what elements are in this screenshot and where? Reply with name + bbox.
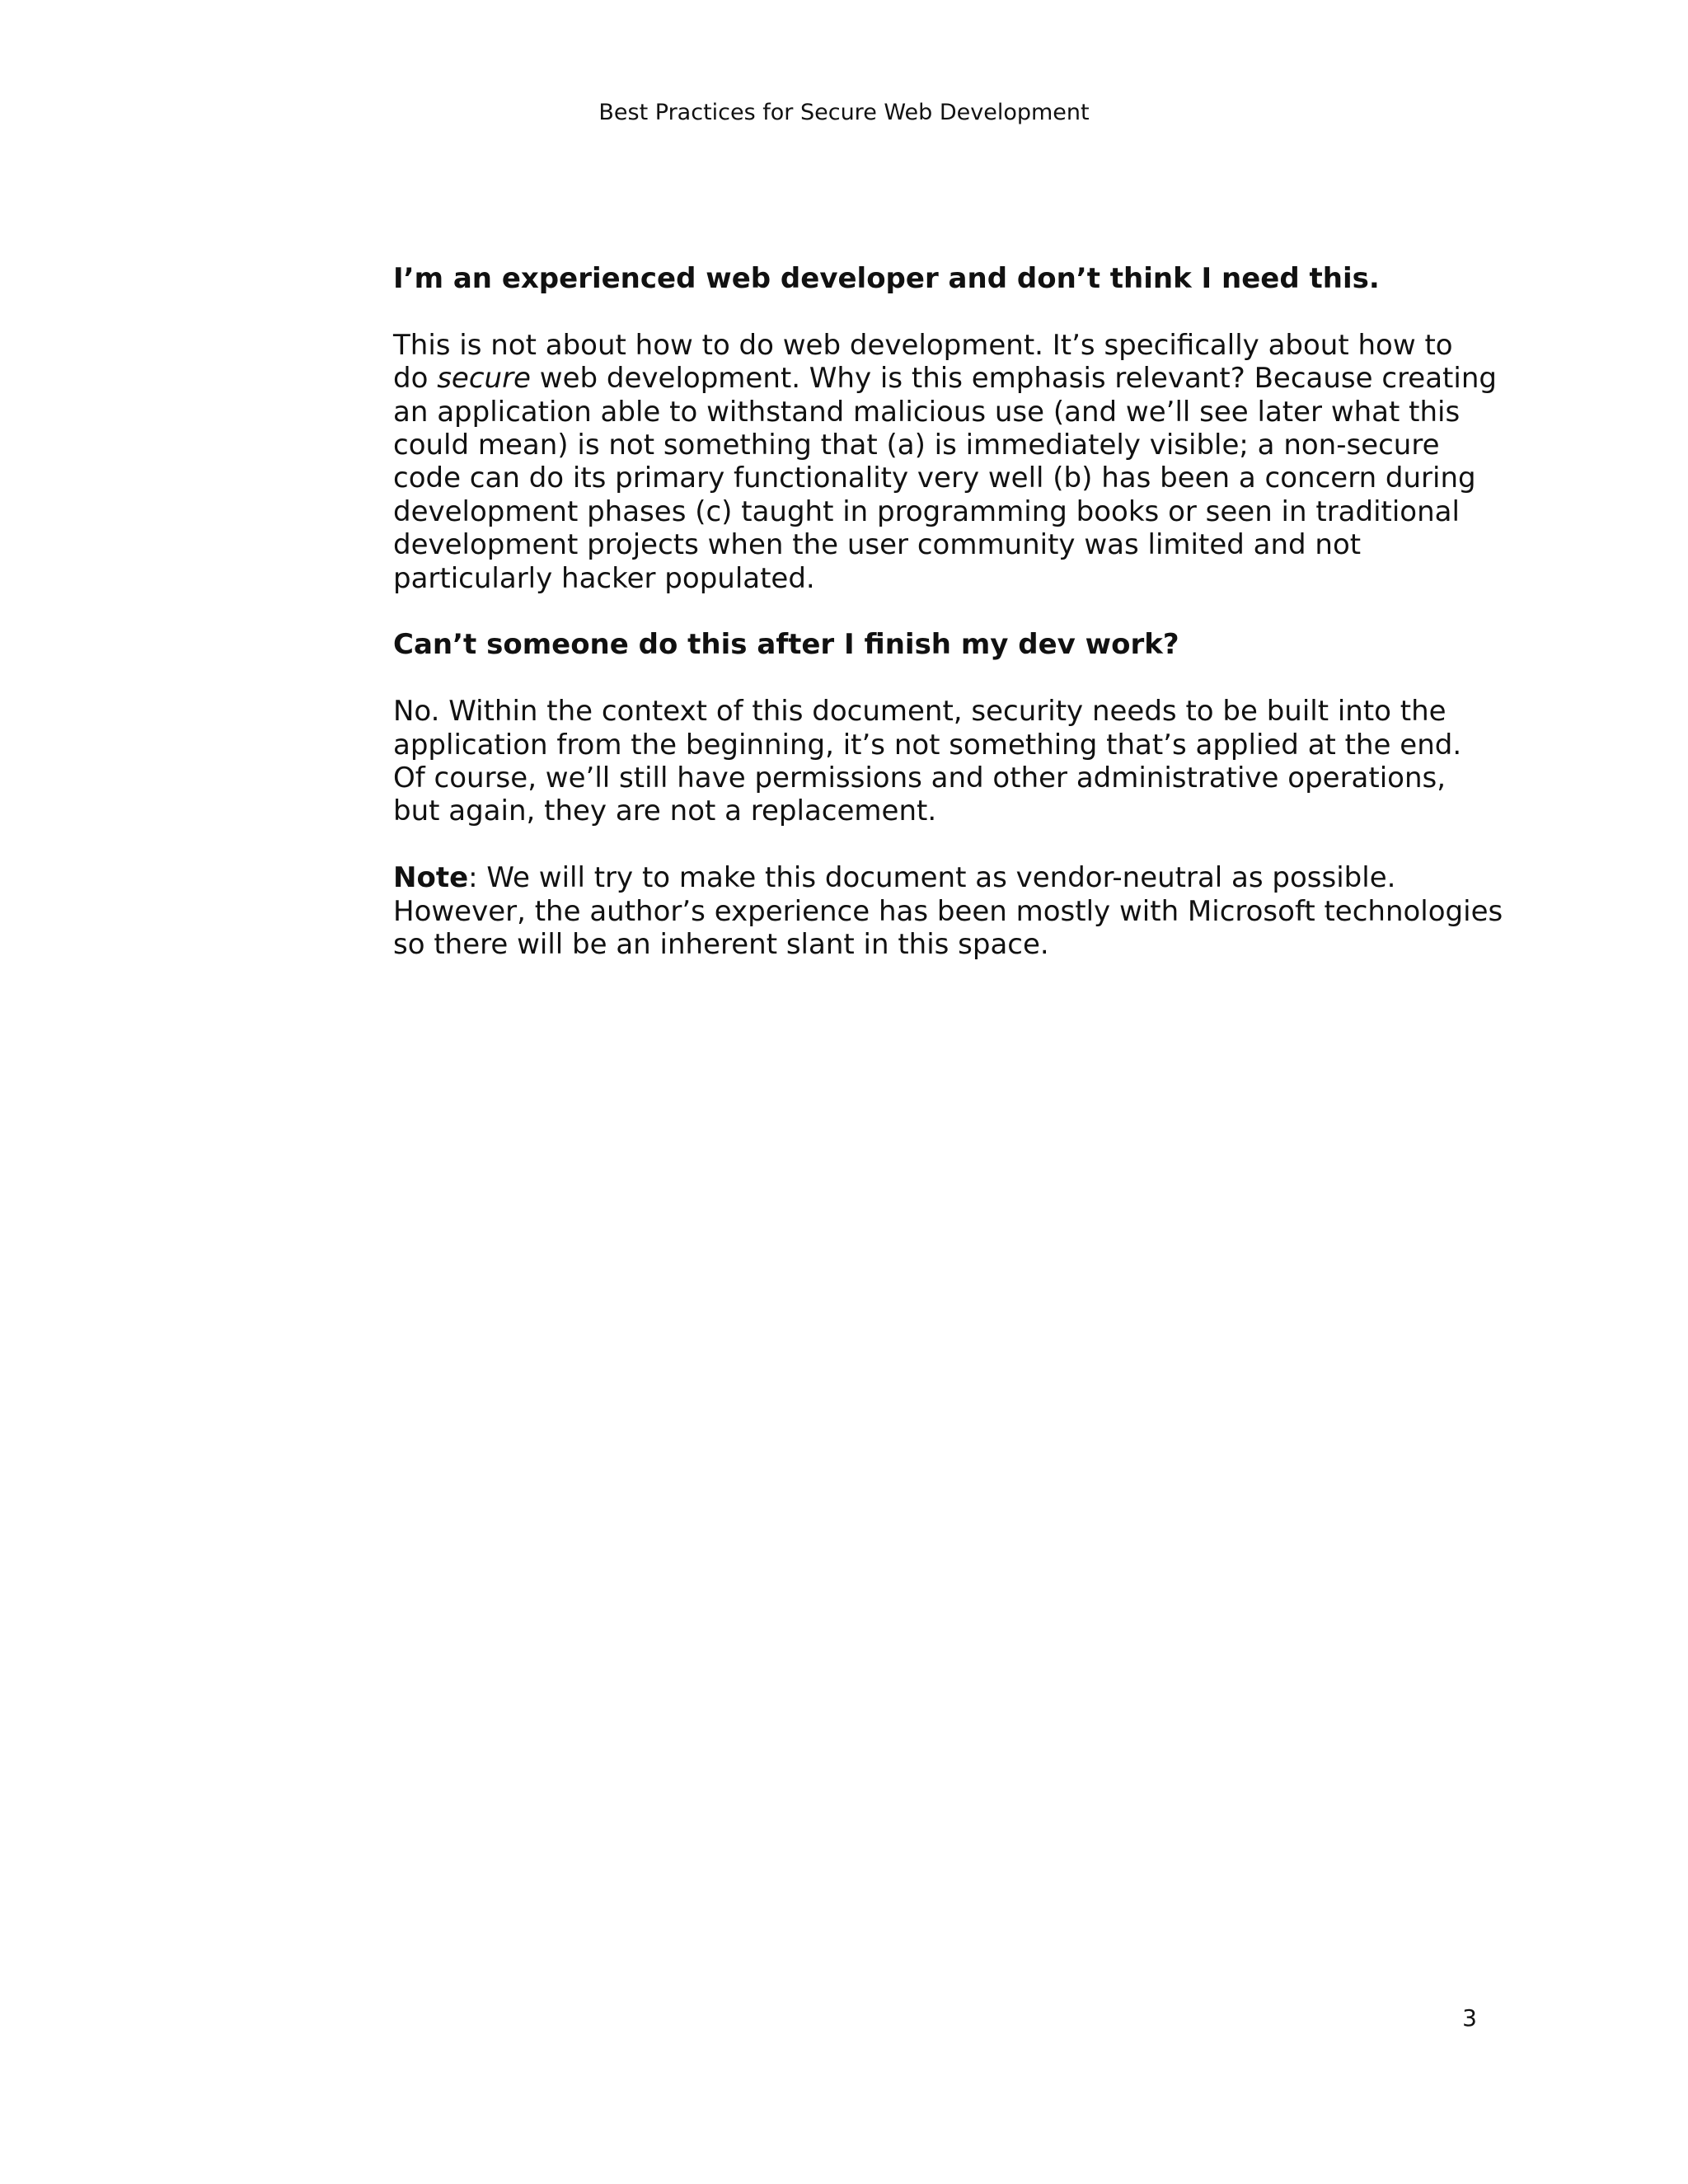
paragraph-line: However, the author’s experience has been mostly with Microsoft technologies — [393, 894, 1503, 928]
page-number: 3 — [1462, 2004, 1477, 2032]
emphasis-secure: secure — [437, 362, 531, 396]
running-header: Best Practices for Secure Web Development — [598, 100, 1090, 125]
text-run: : We will try to make this document as vendor-neutral as possible. — [468, 861, 1396, 895]
paragraph-line — [393, 861, 1489, 894]
paragraph-line: application from the beginning, it’s not something that’s applied at the end. — [393, 728, 1462, 762]
paragraph-line: an application able to withstand malicious use (and we’ll see later what this — [393, 395, 1461, 429]
paragraph-after-dev — [393, 695, 1489, 828]
note-paragraph — [393, 861, 1503, 962]
paragraph-line: code can do its primary functionality very well (b) has been a concern during — [393, 462, 1476, 495]
paragraph-line: particularly hacker populated. — [393, 561, 815, 595]
paragraph-line: development projects when the user community was limited and not — [393, 528, 1362, 562]
paragraph-line: but again, they are not a replacement. — [393, 794, 937, 828]
section-heading-after-dev: Can’t someone do this after I finish my dev work? — [393, 628, 1179, 662]
paragraph-line: could mean) is not something that (a) is immediately visible; a non-secure — [393, 429, 1440, 462]
paragraph-line: Of course, we’ll still have permissions and other administrative operations, — [393, 762, 1447, 795]
note-label: Note — [393, 861, 469, 895]
paragraph-line: development phases (c) taught in programming books or seen in traditional — [393, 494, 1460, 528]
paragraph-experienced — [393, 328, 1497, 595]
section-heading-experienced: I’m an experienced web developer and don’t think I need this. — [393, 262, 1380, 295]
text-run: web development. Why is this emphasis relevant? Because creating — [530, 362, 1497, 396]
paragraph-line: This is not about how to do web development. It’s specifically about how to — [393, 328, 1453, 362]
text-run: do — [393, 362, 438, 396]
paragraph-line: so there will be an inherent slant in this space. — [393, 928, 1049, 962]
paragraph-line — [393, 362, 1497, 396]
paragraph-line: No. Within the context of this document, security needs to be built into the — [393, 695, 1447, 729]
page-content — [393, 262, 1503, 962]
